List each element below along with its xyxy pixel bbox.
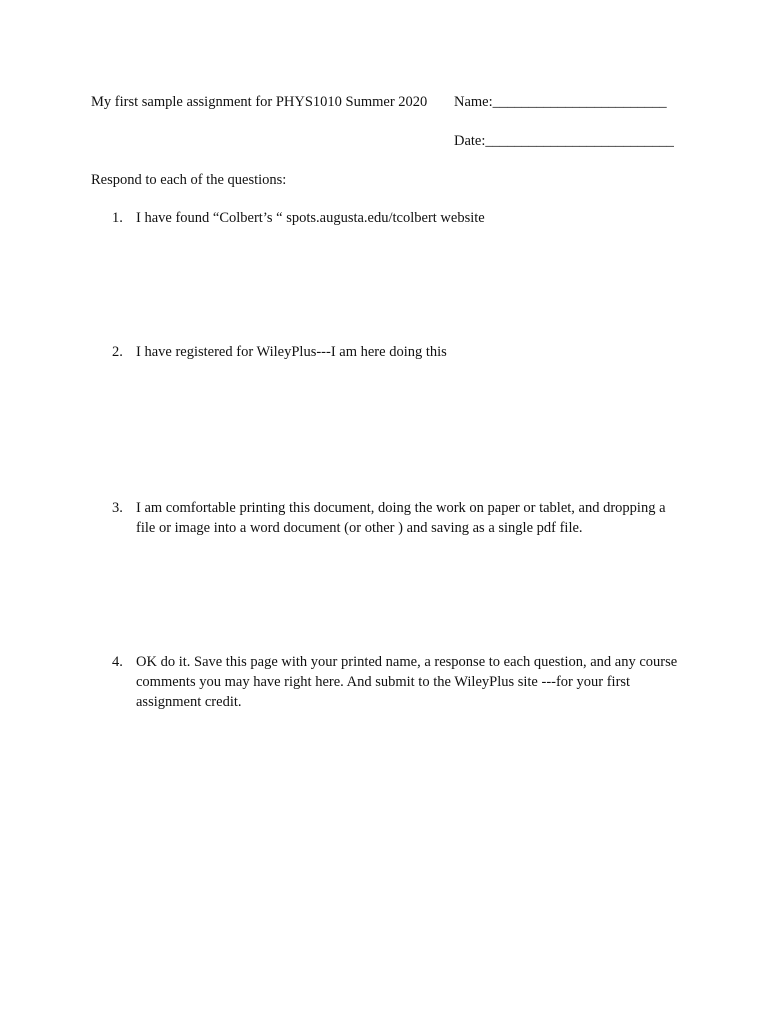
question-4 — [112, 652, 682, 712]
question-3 — [112, 498, 682, 538]
question-text: OK do it. Save this page with your printed name, a response to each question, and any course comments you may have right here. And submit to the WileyPlus site ---for your first assignment credit. — [136, 654, 678, 710]
question-number: 2. — [112, 344, 123, 360]
question-1 — [112, 208, 682, 228]
name-field: Name:________________________ — [454, 94, 667, 110]
date-field: Date:__________________________ — [454, 133, 674, 149]
question-number: 1. — [112, 210, 123, 226]
question-text: I have found “Colbert’s “ spots.augusta.edu/tcolbert website — [136, 210, 485, 226]
question-text: I am comfortable printing this document, doing the work on paper or tablet, and dropping a file or image into a word document (or other ) and saving as a single pdf file. — [136, 500, 666, 536]
question-2 — [112, 342, 682, 362]
question-number: 4. — [112, 654, 123, 670]
question-number: 3. — [112, 500, 123, 516]
assignment-title: My first sample assignment for PHYS1010 Summer 2020 — [91, 94, 428, 110]
instructions-text: Respond to each of the questions: — [91, 172, 287, 188]
question-text: I have registered for WileyPlus---I am here doing this — [136, 344, 447, 360]
